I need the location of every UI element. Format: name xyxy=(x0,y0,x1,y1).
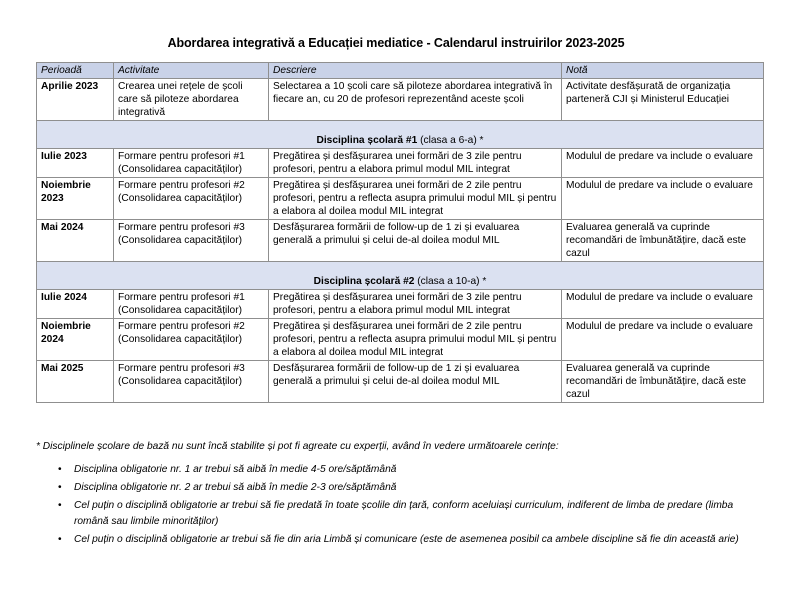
description-cell: Desfășurarea formării de follow-up de 1 zi și evaluarea generală a primului și celui de-al doilea modul MIL xyxy=(269,361,562,403)
note-cell: Evaluarea generală va cuprinde recomandări de îmbunătățire, dacă este cazul xyxy=(562,361,764,403)
description-cell: Selectarea a 10 școli care să piloteze abordarea integrativă în fiecare an, cu 20 de profesori reprezentând aceste școli xyxy=(269,79,562,121)
note-cell: Modulul de predare va include o evaluare xyxy=(562,149,764,178)
table-row xyxy=(37,290,764,319)
table-row xyxy=(37,319,764,361)
table-header-row xyxy=(37,63,764,79)
description-cell: Pregătirea și desfășurarea unei formări de 3 zile pentru profesori, pentru a elabora primul modul MIL integrat xyxy=(269,149,562,178)
requirement-text: Disciplina obligatorie nr. 2 ar trebui să aibă în medie 2-3 ore/săptămână xyxy=(74,482,397,493)
table-row xyxy=(37,220,764,262)
bullet-icon: • xyxy=(58,482,62,493)
requirement-text: Cel puțin o disciplină obligatorie ar trebui să fie din aria Limbă și comunicare (este de asemenea posibil ca ambele discipline să fie din această arie) xyxy=(74,534,739,545)
header-activity: Activitate xyxy=(114,63,269,79)
section-1-discipline: Disciplina școlară #1 xyxy=(316,135,418,146)
description-cell: Pregătirea și desfășurarea unei formări de 2 zile pentru profesori, pentru a reflecta asupra primului modul MIL și pentru a elabora al doilea modul MIL integrat xyxy=(269,319,562,361)
document-title: Abordarea integrativă a Educației mediatice - Calendarul instruirilor 2023-2025 xyxy=(167,36,625,50)
note-cell: Modulul de predare va include o evaluare xyxy=(562,290,764,319)
activity-cell: Formare pentru profesori #2 (Consolidarea capacităților) xyxy=(114,178,269,220)
activity-cell: Formare pentru profesori #3 (Consolidarea capacităților) xyxy=(114,361,269,403)
period-cell: Iulie 2023 xyxy=(37,149,114,178)
period-cell: Noiembrie 2024 xyxy=(37,319,114,361)
list-item xyxy=(36,462,756,478)
section-1-grade: (clasa a 6-a) * xyxy=(417,135,484,146)
note-cell: Evaluarea generală va cuprinde recomandări de îmbunătățire, dacă este cazul xyxy=(562,220,764,262)
description-cell: Pregătirea și desfășurarea unei formări de 3 zile pentru profesori, pentru a elabora primul modul MIL integrat xyxy=(269,290,562,319)
section-2-discipline: Disciplina școlară #2 xyxy=(313,276,415,287)
section-1-label xyxy=(37,121,764,149)
section-header-row xyxy=(37,262,764,290)
activity-cell: Formare pentru profesori #1 (Consolidarea capacităților) xyxy=(114,149,269,178)
note-cell: Modulul de predare va include o evaluare xyxy=(562,178,764,220)
description-cell: Pregătirea și desfășurarea unei formări de 2 zile pentru profesori, pentru a reflecta asupra primului modul MIL și pentru a elabora al doilea modul MIL integrat xyxy=(269,178,562,220)
requirement-text: Cel puțin o disciplină obligatorie ar trebui să fie predată în toate școlile din țară, conform aceluiași curriculum, indiferent de limba de predare (limba română sau limbile minorităților) xyxy=(74,500,734,527)
table-row xyxy=(37,79,764,121)
bullet-icon: • xyxy=(58,534,62,545)
period-cell: Iulie 2024 xyxy=(37,290,114,319)
bullet-icon: • xyxy=(58,500,62,511)
table-row xyxy=(37,149,764,178)
activity-cell: Crearea unei rețele de școli care să piloteze abordarea integrativă xyxy=(114,79,269,121)
header-note: Notă xyxy=(562,63,764,79)
bullet-icon: • xyxy=(58,464,62,475)
period-cell: Aprilie 2023 xyxy=(37,79,114,121)
period-cell: Noiembrie 2023 xyxy=(37,178,114,220)
section-header-row xyxy=(37,121,764,149)
requirement-text: Disciplina obligatorie nr. 1 ar trebui să aibă în medie 4-5 ore/săptămână xyxy=(74,464,397,475)
header-description: Descriere xyxy=(269,63,562,79)
list-item xyxy=(36,498,756,530)
activity-cell: Formare pentru profesori #2 (Consolidarea capacităților) xyxy=(114,319,269,361)
requirements-list xyxy=(36,462,756,550)
footnote: * Disciplinele școlare de bază nu sunt încă stabilite și pot fi agreate cu experții, având în vedere următoarele cerințe: xyxy=(36,441,559,452)
section-2-grade: (clasa a 10-a) * xyxy=(414,276,487,287)
section-2-label xyxy=(37,262,764,290)
note-cell: Activitate desfășurată de organizația parteneră CJI și Ministerul Educației xyxy=(562,79,764,121)
training-calendar-table xyxy=(36,62,764,403)
list-item xyxy=(36,532,756,548)
table-row xyxy=(37,178,764,220)
table-row xyxy=(37,361,764,403)
period-cell: Mai 2024 xyxy=(37,220,114,262)
description-cell: Desfășurarea formării de follow-up de 1 zi și evaluarea generală a primului și celui de-al doilea modul MIL xyxy=(269,220,562,262)
activity-cell: Formare pentru profesori #3 (Consolidarea capacităților) xyxy=(114,220,269,262)
list-item xyxy=(36,480,756,496)
period-cell: Mai 2025 xyxy=(37,361,114,403)
note-cell: Modulul de predare va include o evaluare xyxy=(562,319,764,361)
activity-cell: Formare pentru profesori #1 (Consolidarea capacităților) xyxy=(114,290,269,319)
header-period: Perioadă xyxy=(37,63,114,79)
